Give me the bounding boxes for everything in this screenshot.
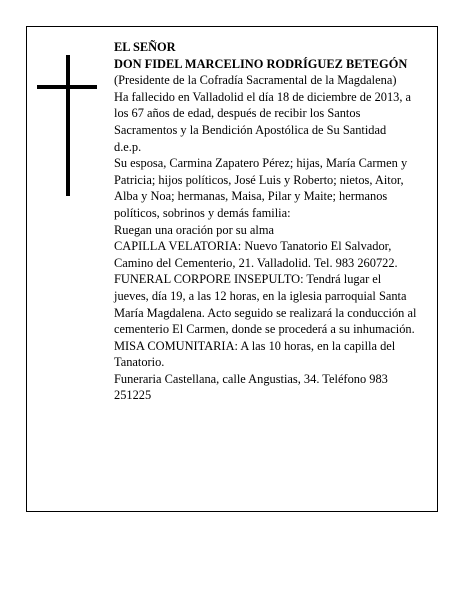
mass-info: MISA COMUNITARIA: A las 10 horas, en la capilla del Tanatorio. — [114, 338, 396, 370]
funeral-home-info: Funeraria Castellana, calle Angustias, 34. Teléfono 983 251225 — [114, 371, 388, 403]
funeral-info: FUNERAL CORPORE INSEPULTO: Tendrá lugar el jueves, día 19, a las 12 horas, en la iglesia parroquial Santa María Magdalena. Acto seguido se realizará la conducción al cementerio El Carmen, donde se procederá a su inhumación. — [114, 272, 417, 337]
cross-vertical-bar — [66, 55, 70, 196]
heading-title: EL SEÑOR — [114, 40, 176, 54]
deceased-name: DON FIDEL MARCELINO RODRÍGUEZ BETEGÓN — [114, 56, 408, 71]
chapel-info: CAPILLA VELATORIA: Nuevo Tanatorio El Salvador, Camino del Cementerio, 21. Valladolid. Tel. 983 260722. — [114, 239, 398, 270]
cross-horizontal-bar — [37, 85, 97, 89]
death-notice: Ha fallecido en Valladolid el día 18 de diciembre de 2013, a los 67 años de edad, después de recibir los Santos Sacramentos y la Bendición Apostólica de Su Santidad — [114, 89, 412, 137]
deceased-position: (Presidente de la Cofradía Sacramental de la Magdalena) — [114, 73, 397, 88]
obituary-text — [114, 39, 418, 404]
family-list: Su esposa, Carmina Zapatero Pérez; hijas, María Carmen y Patricia; hijos políticos, José Luis y Roberto; nietos, Aitor, Alba y Noa; hermanas, Maisa, Pilar y Maite; hermanos políticos, sobrinos y demás familia: — [114, 156, 408, 220]
prayer-request: Ruegan una oración por su alma — [114, 222, 274, 237]
rip-abbreviation: d.e.p. — [114, 139, 142, 154]
